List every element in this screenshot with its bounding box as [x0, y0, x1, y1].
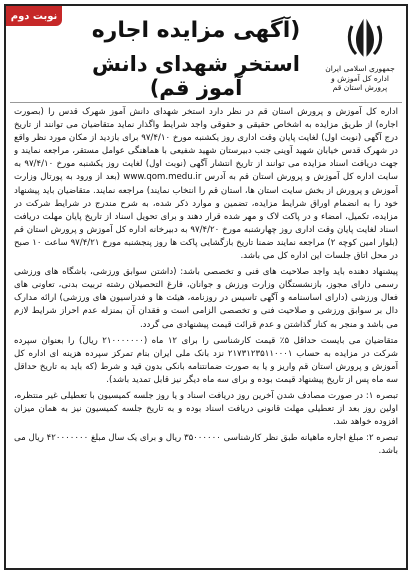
- ad-frame: [4, 4, 408, 570]
- header-divider: [10, 102, 402, 103]
- paragraph-note-2: تبصره ۲: مبلغ اجاره ماهیانه طبق نظر کارشناسی ۳۵۰۰۰۰۰۰ ریال و برای یک سال مبلغ ۴۲۰۰۰۰۰۰۰ ریال می باشد.: [14, 433, 398, 457]
- round-badge: نوبت دوم: [6, 6, 62, 26]
- paragraph-note-1: تبصره ۱: در صورت مصادف شدن آخرین روز دریافت اسناد و یا روز جلسه کمیسیون با تعطیلی غیر منتظره، اولین روز بعد از تعطیلی مهلت قانونی دریافت اسناد بوده و به تاریخ جلسه کمیسیون نیز به همان میزان افزوده خواهد شد.: [14, 390, 398, 428]
- paragraph-intro: اداره کل آموزش و پرورش استان قم در نظر دارد استخر شهدای دانش آموز شهرک قدس را (بصورت اجاره) از طریق مزایده به اشخاص حقیقی و حقوقی واجد شرایط واگذار نماید متقاضیان می توانند از تاریخ درج آگهی (نوبت اول) لغایت پایان وقت اداری روز یکشنبه مورخ ۹۷/۴/۱۰ برای بازدید از مکان مورد نظر واقع در شهرک قدس خیابان شهید آوینی جنب دبیرستان شهید شفیعی با هماهنگی عوامل مستقر، مراجعه نمایند و جهت دریافت اسناد مزایده می توانند از تاریخ انتشار آگهی (نوبت اول) لغایت روز یکشنبه مورخ ۹۷/۴/۱۰ به سایت اداره کل آموزش و پرورش استان قم به آدرس www.qom.medu.ir (بعد از ورود به پورتال وزارت آموزش و پرورش از بخش سایت استان ها، استان قم را انتخاب نمایند) مراجعه نمایند. متقاضیان باید پیشنهاد خود را به انضمام اوراق شرایط مزایده، تضمین و موارد ذکر شده، به شرح مندرج در شرایط شرکت در مزایده، تکمیل، امضاء و در پاکت لاک و مهر شده قرار دهند و برای تحویل اسناد از تاریخ پایان مهلت دریافت اسناد لغایت پایان وقت اداری روز چهارشنبه مورخ ۹۷/۴/۲۰ به دبیرخانه اداره کل آموزش و پرورش استان قم (بلوار امین کوچه ۲) مراجعه نمایند ضمنا تاریخ بازگشایی پاکت ها روز پنجشنبه مورخ ۹۷/۴/۲۱ ساعت ۱۰ صبح در محل اتاق جلسات این اداره کل می باشد.: [14, 107, 398, 262]
- ad-body: [14, 106, 398, 566]
- org-name-line-1: جمهوری اسلامی ایران: [325, 64, 395, 73]
- org-name-line-2: اداره کل آموزش و پرورش استان قم: [331, 74, 389, 92]
- title-line-1: (آگهی مزایده اجاره: [91, 18, 301, 43]
- paragraph-deposit: متقاضیان می بایست حداقل ۵٪ قیمت کارشناسی را برای ۱۲ ماه (۲۱۰۰۰۰۰۰۰ ریال) را بعنوان سپرده شرکت در مزایده به حساب ۲۱۷۳۱۲۳۵۱۱۰۰۰۱ نزد بانک ملی ایران بنام تمرکز سپرده هزینه ای اداره کل آموزش و پرورش استان قم واریز و یا به صورت ضمانتنامه بانکی بدون قید و شرط (که باید به تاریخ حداقل سه ماه پس از تاریخ پیشنهاد قیمت بوده و برای سه ماه دیگر نیز قابل تمدید باشد).: [14, 335, 398, 385]
- iran-emblem-icon: [342, 12, 388, 62]
- paragraph-qualifications: پیشنهاد دهنده باید واجد صلاحیت های فنی و تخصصی باشد: (داشتن سوابق ورزشی، باشگاه های ورزشی رسمی دارای مجوز، بازنشستگان وزارت ورزش و جوانان، فارغ التحصیلان رشته تربیت بدنی، تعاونی های فعال ورزشی (دارای اساسنامه و آگهی تاسیس در روزنامه، هیئت ها و فدراسیون های ورزشی) ارائه مدارک دال بر سوابق ورزشی و صلاحیت فنی و تخصصی الزامی است و فقدان آن بمنزله عدم احراز شرایط لازم می باشد و منجر به کنار گذاشتن و عدم قرائت قیمت پیشنهادی می گردد.: [14, 267, 398, 330]
- title-line-2: استخر شهدای دانش آموز قم): [92, 52, 300, 100]
- header: [6, 6, 406, 104]
